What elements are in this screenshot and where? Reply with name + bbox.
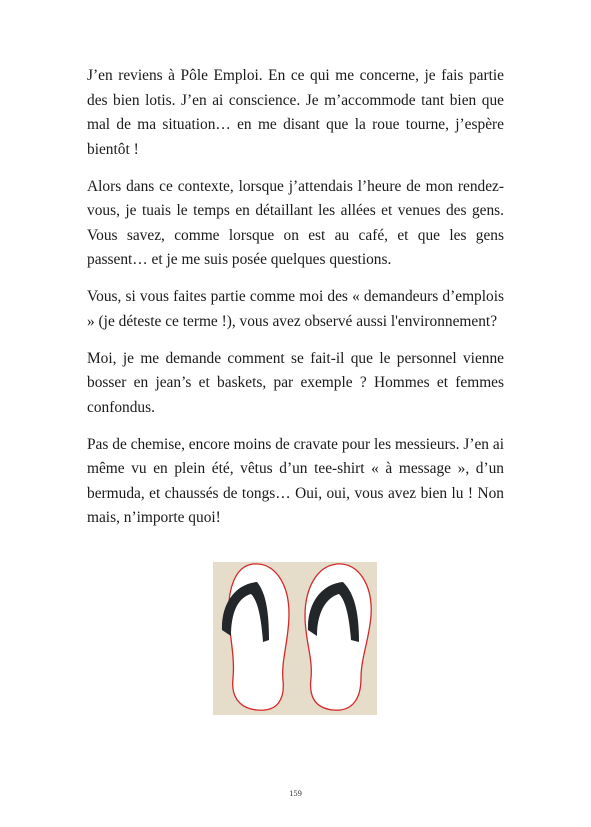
paragraph-1: J’en reviens à Pôle Emploi. En ce qui me concerne, je fais partie des bien lotis. J’en ai conscience. Je m’accommode tant bien que mal de ma situation… en me disant que la roue tourne, j’espère bientôt !	[87, 67, 504, 158]
flip-flops-icon	[213, 562, 377, 715]
paragraph-4: Moi, je me demande comment se fait-il que le personnel vienne bosser en jean’s et baskets, par exemple ? Hommes et femmes confondus.	[87, 349, 504, 416]
paragraph-2: Alors dans ce contexte, lorsque j’attendais l’heure de mon rendez-vous, je tuais le temps en détaillant les allées et venues des gens. Vous savez, comme lorsque on est au café, et que les gens passent… et je me suis posée quelques questions.	[87, 177, 504, 268]
body-text	[87, 64, 504, 543]
flip-flops-illustration	[213, 562, 377, 715]
paragraph-5: Pas de chemise, encore moins de cravate pour les messieurs. J’en ai même vu en plein été, vêtus d’un tee-shirt « à message », d’un bermuda, et chaussés de tongs… Oui, oui, vous avez bien lu ! Non mais, n’importe quoi!	[87, 435, 504, 526]
page-number: 159	[289, 788, 302, 798]
paragraph-3: Vous, si vous faites partie comme moi des « demandeurs d’emplois » (je déteste ce terme !), vous avez observé aussi l'environnement?	[87, 288, 504, 330]
